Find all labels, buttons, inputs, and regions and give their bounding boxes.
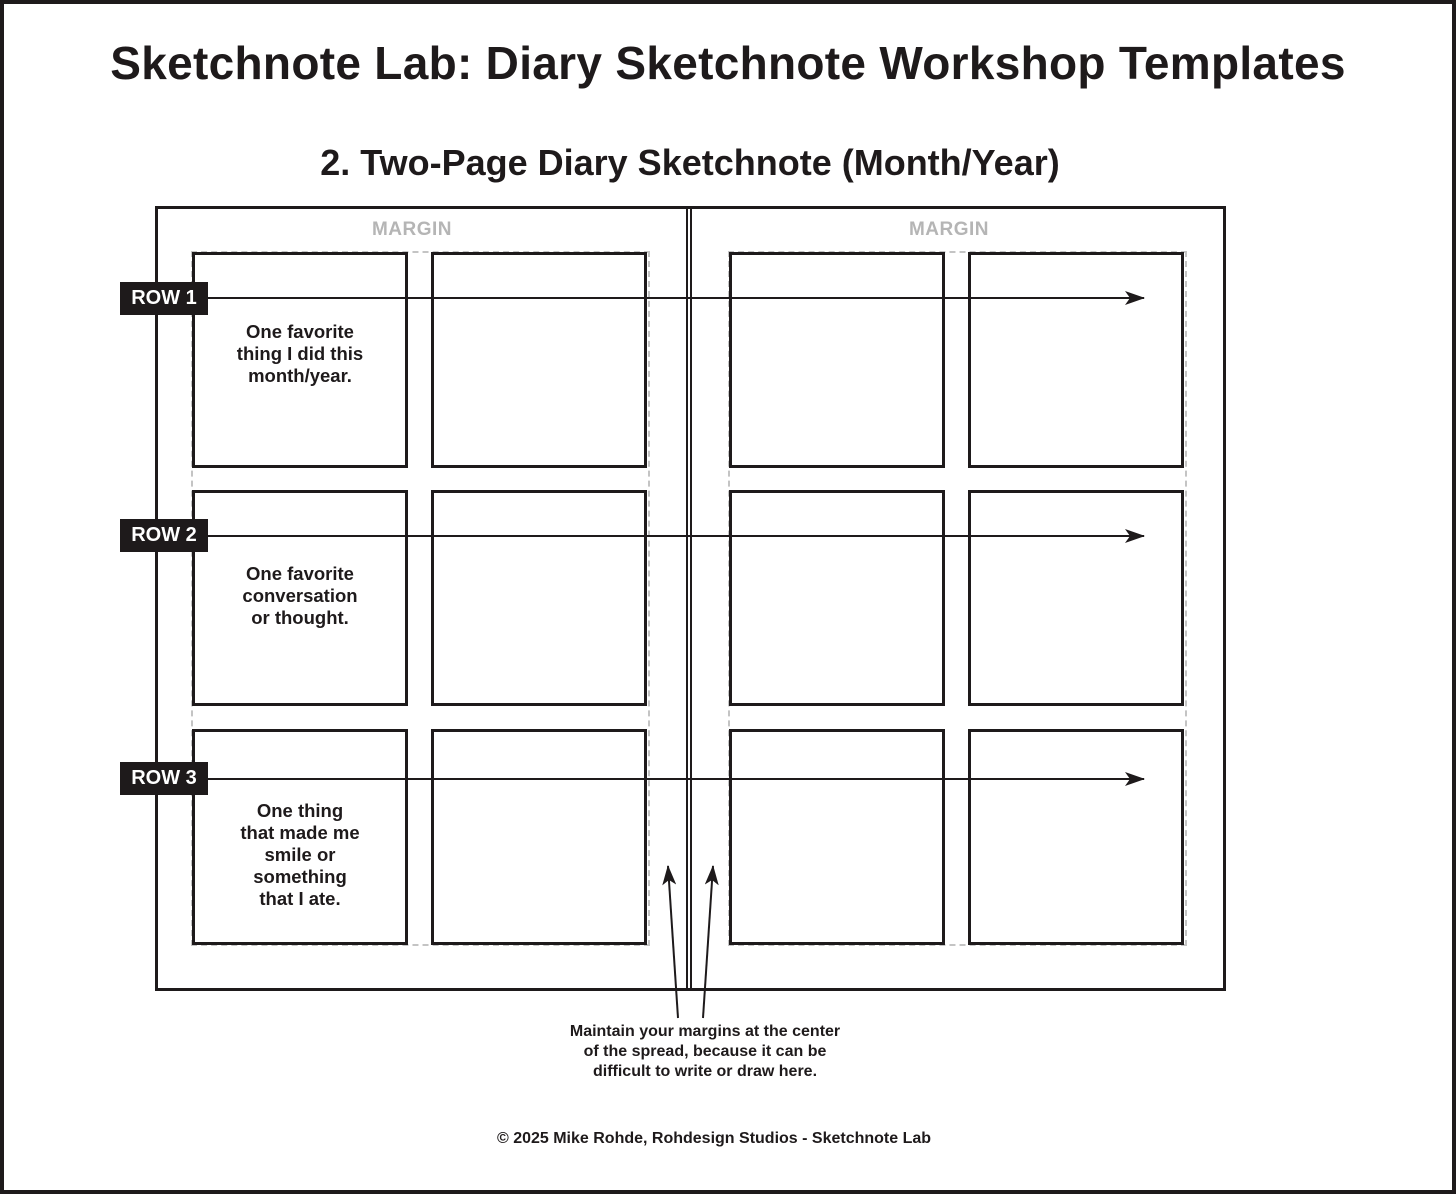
row1-prompt: One favorite thing I did this month/year. xyxy=(236,321,364,386)
page-title: Sketchnote Lab: Diary Sketchnote Workshop Templates xyxy=(110,37,1346,89)
left-margin-label: MARGIN xyxy=(371,219,453,240)
right-margin-label: MARGIN xyxy=(908,219,990,240)
center-note-arrow-right xyxy=(703,866,713,1018)
copyright-footer: © 2025 Mike Rohde, Rohdesign Studios - Sketchnote Lab xyxy=(496,1130,932,1147)
row2-prompt: One favorite conversation or thought. xyxy=(242,563,358,628)
template-subtitle: 2. Two-Page Diary Sketchnote (Month/Year) xyxy=(320,142,1060,183)
center-margin-note: Maintain your margins at the center of the spread, because it can be difficult to write or draw here. xyxy=(569,1023,841,1080)
center-note-arrow-left xyxy=(668,866,678,1018)
row3-badge: ROW 3 xyxy=(120,762,208,795)
row3-prompt: One thing that made me smile or something that I ate. xyxy=(240,800,360,909)
row1-badge: ROW 1 xyxy=(120,282,208,315)
row2-badge: ROW 2 xyxy=(120,519,208,552)
